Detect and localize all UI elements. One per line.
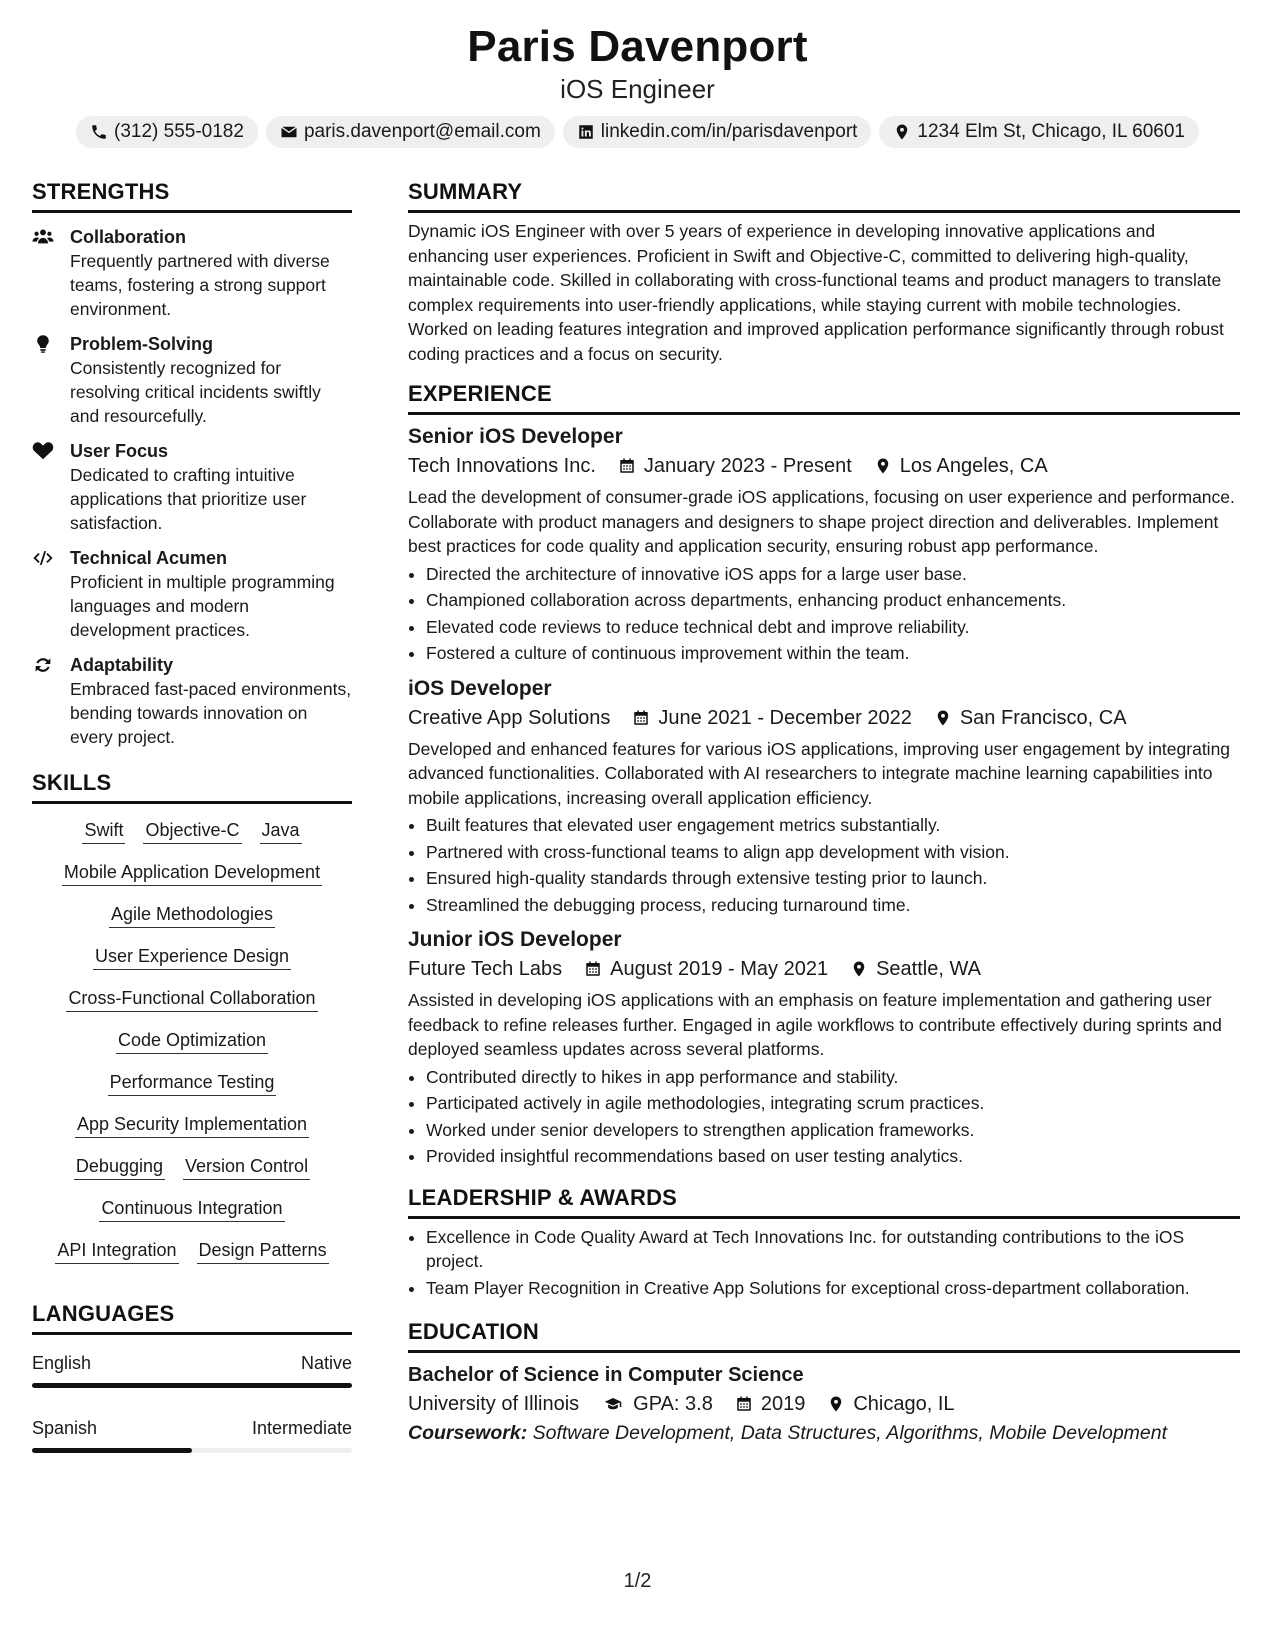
contact-email-text: paris.davenport@email.com: [303, 121, 541, 142]
strength-item: [32, 653, 352, 749]
location-pin-icon: [934, 709, 952, 727]
gpa: GPA: 3.8: [633, 1393, 713, 1415]
job-bullet: • Streamlined the debugging process, reducing turnaround time.: [426, 892, 1240, 919]
skill-tag: Performance Testing: [108, 1070, 277, 1096]
education-section: [408, 1318, 1240, 1447]
language-item: [32, 1351, 352, 1388]
job-bullets: [408, 561, 1240, 667]
skill-tag: Swift: [82, 818, 125, 844]
skill-tag: Cross-Functional Collaboration: [66, 986, 317, 1012]
awards-section: [408, 1184, 1240, 1301]
strengths-heading: STRENGTHS: [32, 178, 352, 213]
job-role: iOS Developer: [408, 676, 552, 700]
experience-heading: EXPERIENCE: [408, 380, 1240, 415]
language-item: [32, 1416, 352, 1453]
job-bullet: • Participated actively in agile methodologies, integrating scrum practices.: [426, 1090, 1240, 1117]
strength-item: [32, 546, 352, 642]
job-bullet: • Elevated code reviews to reduce technical debt and improve reliability.: [426, 614, 1240, 641]
contact-address-text: 1234 Elm St, Chicago, IL 60601: [917, 121, 1185, 142]
job-role: Senior iOS Developer: [408, 425, 623, 448]
resume-header: [0, 20, 1275, 148]
job-bullet: • Fostered a culture of continuous improvement within the team.: [426, 640, 1240, 667]
sync-icon: [32, 655, 54, 675]
strength-title: Problem-Solving: [70, 334, 214, 354]
job-location: San Francisco, CA: [959, 706, 1127, 729]
job-meta: [408, 954, 1240, 984]
job-dates: January 2023 - Present: [643, 455, 852, 477]
strength-item: [32, 332, 352, 428]
location-pin-icon: [827, 1395, 845, 1413]
summary-heading: SUMMARY: [408, 178, 1240, 213]
awards-heading: LEADERSHIP & AWARDS: [408, 1184, 1240, 1219]
job-role: Junior iOS Developer: [408, 928, 622, 951]
skill-tag: Code Optimization: [116, 1028, 268, 1054]
strength-desc: Frequently partnered with diverse teams, fostering a strong support environment.: [70, 251, 330, 319]
envelope-icon: [280, 123, 298, 141]
degree-title: Bachelor of Science in Computer Science: [408, 1364, 804, 1386]
contact-address: [879, 116, 1199, 148]
strength-desc: Embraced fast-paced environments, bending towards innovation on every project.: [70, 679, 352, 747]
language-name: English: [32, 1353, 92, 1373]
lightbulb-icon: [32, 334, 54, 354]
strength-item: [32, 439, 352, 535]
strength-title: Collaboration: [70, 227, 186, 247]
graduation-cap-icon: [601, 1395, 625, 1413]
skill-tag: Version Control: [183, 1154, 310, 1180]
language-level: Native: [300, 1353, 352, 1373]
skill-tag: API Integration: [55, 1238, 178, 1264]
contact-bar: [0, 116, 1275, 148]
language-name: Spanish: [32, 1418, 98, 1438]
calendar-icon: [584, 960, 602, 978]
school-name: University of Illinois: [408, 1393, 580, 1415]
proficiency-fill: [32, 1383, 352, 1388]
job-company: Tech Innovations Inc.: [408, 455, 596, 477]
school-location: Chicago, IL: [853, 1393, 955, 1415]
skill-tag: Agile Methodologies: [109, 902, 275, 928]
job-bullet: • Championed collaboration across departments, enhancing product enhancements.: [426, 587, 1240, 614]
skill-tag: Objective-C: [143, 818, 241, 844]
job-dates: August 2019 - May 2021: [610, 958, 829, 980]
calendar-icon: [618, 457, 636, 475]
job-bullet: • Ensured high-quality standards through extensive testing prior to launch.: [426, 865, 1240, 892]
job-bullet: • Worked under senior developers to strengthen application frameworks.: [426, 1117, 1240, 1144]
education-meta: [408, 1389, 1240, 1419]
skills-list: [32, 818, 352, 1264]
strengths-list: [32, 225, 352, 749]
job-location: Seattle, WA: [876, 958, 981, 980]
skill-tag: App Security Implementation: [75, 1112, 309, 1138]
job-bullets: [408, 812, 1240, 918]
languages-heading: LANGUAGES: [32, 1300, 352, 1335]
job-company: Creative App Solutions: [408, 706, 611, 729]
job-description: Assisted in developing iOS applications with an emphasis on feature implementation and gathering user feedback to refine releases further. Engaged in agile workflows to contribute effectively during sprints and deployed seamless updates across several platforms.: [408, 990, 1222, 1059]
education-heading: EDUCATION: [408, 1318, 1240, 1353]
job-entry: [408, 423, 1240, 667]
proficiency-bar: [32, 1383, 352, 1388]
skill-tag: User Experience Design: [93, 944, 291, 970]
award-item: • Excellence in Code Quality Award at Tech Innovations Inc. for outstanding contributions to the iOS project.: [426, 1225, 1240, 1274]
job-bullet: • Provided insightful recommendations based on user testing analytics.: [426, 1143, 1240, 1170]
summary-text: Dynamic iOS Engineer with over 5 years of experience in developing innovative applications and enhancing user experiences. Proficient in Swift and Objective-C, committed to delivering high-quality, maintainable code. Skilled in collaborating with cross-functional teams and product managers to translate complex requirements into user-friendly applications, while staying current with mobile technologies. Worked on leading features integration and improved application performance significantly through robust coding practices and a focus on security.: [408, 221, 1224, 364]
coursework: [408, 1419, 1240, 1447]
phone-icon: [90, 123, 108, 141]
heart-icon: [32, 441, 54, 461]
experience-section: [408, 380, 1240, 1170]
calendar-icon: [735, 1395, 753, 1413]
skills-heading: SKILLS: [32, 769, 352, 804]
candidate-title: iOS Engineer: [560, 74, 715, 104]
contact-linkedin-text: linkedin.com/in/parisdavenport: [600, 121, 858, 142]
job-bullets: [408, 1064, 1240, 1170]
job-company: Future Tech Labs: [408, 958, 563, 980]
linkedin-icon: [577, 123, 595, 141]
job-bullet: • Partnered with cross-functional teams to align app development with vision.: [426, 839, 1240, 866]
job-meta: [408, 703, 1240, 733]
strength-title: Technical Acumen: [70, 548, 228, 568]
job-entry: [408, 926, 1240, 1170]
location-pin-icon: [893, 123, 911, 141]
coursework-list: Software Development, Data Structures, Algorithms, Mobile Development: [532, 1422, 1168, 1444]
strength-title: User Focus: [70, 441, 169, 461]
graduation-year: 2019: [760, 1393, 806, 1415]
job-entry: [408, 675, 1240, 919]
proficiency-fill: [32, 1448, 192, 1453]
contact-phone[interactable]: [76, 116, 258, 148]
skill-tag: Debugging: [74, 1154, 165, 1180]
job-bullet: • Contributed directly to hikes in app performance and stability.: [426, 1064, 1240, 1091]
job-description: Lead the development of consumer-grade iOS applications, focusing on user experience and performance. Collaborate with product managers and designers to shape project direction and deliverables. Implement best practices for code quality and application security, ensuring robust app performance.: [408, 487, 1235, 556]
location-pin-icon: [874, 457, 892, 475]
strength-desc: Dedicated to crafting intuitive applications that prioritize user satisfaction.: [70, 465, 307, 533]
contact-email[interactable]: [266, 116, 555, 148]
skill-tag: Design Patterns: [197, 1238, 329, 1264]
languages-section: [32, 1300, 352, 1453]
strength-title: Adaptability: [70, 655, 174, 675]
job-description: Developed and enhanced features for various iOS applications, improving user engagement by integrating advanced functionalities. Collaborated with AI researchers to integrate machine learning capabilities into mobile applications, increasing overall application efficiency.: [408, 738, 1231, 808]
proficiency-bar: [32, 1448, 352, 1453]
awards-list: [408, 1225, 1240, 1301]
contact-phone-text: (312) 555-0182: [114, 121, 244, 142]
right-column: [408, 178, 1240, 1447]
job-dates: June 2021 - December 2022: [658, 706, 912, 729]
skill-tag: Continuous Integration: [99, 1196, 284, 1222]
award-item: • Team Player Recognition in Creative App Solutions for exceptional cross-department collaboration.: [426, 1276, 1240, 1301]
left-column: [32, 178, 352, 1453]
skills-section: [32, 769, 352, 1264]
strength-item: [32, 225, 352, 321]
language-level: Intermediate: [251, 1418, 352, 1438]
strength-desc: Proficient in multiple programming languages and modern development practices.: [70, 572, 335, 640]
users-icon: [32, 227, 54, 247]
job-meta: [408, 451, 1240, 481]
page-number: 1/2: [623, 1570, 652, 1592]
job-bullet: • Directed the architecture of innovative iOS apps for a large user base.: [426, 561, 1240, 588]
location-pin-icon: [850, 960, 868, 978]
strength-desc: Consistently recognized for resolving critical incidents swiftly and resourcefully.: [70, 358, 321, 426]
skill-tag: Mobile Application Development: [62, 860, 322, 886]
job-bullet: • Built features that elevated user engagement metrics substantially.: [426, 812, 1240, 839]
candidate-name: Paris Davenport: [467, 22, 808, 71]
code-icon: [32, 548, 54, 568]
job-location: Los Angeles, CA: [899, 455, 1048, 477]
skill-tag: Java: [260, 818, 302, 844]
coursework-label: Coursework:: [408, 1422, 528, 1444]
calendar-icon: [632, 709, 650, 727]
contact-linkedin[interactable]: [563, 116, 872, 148]
